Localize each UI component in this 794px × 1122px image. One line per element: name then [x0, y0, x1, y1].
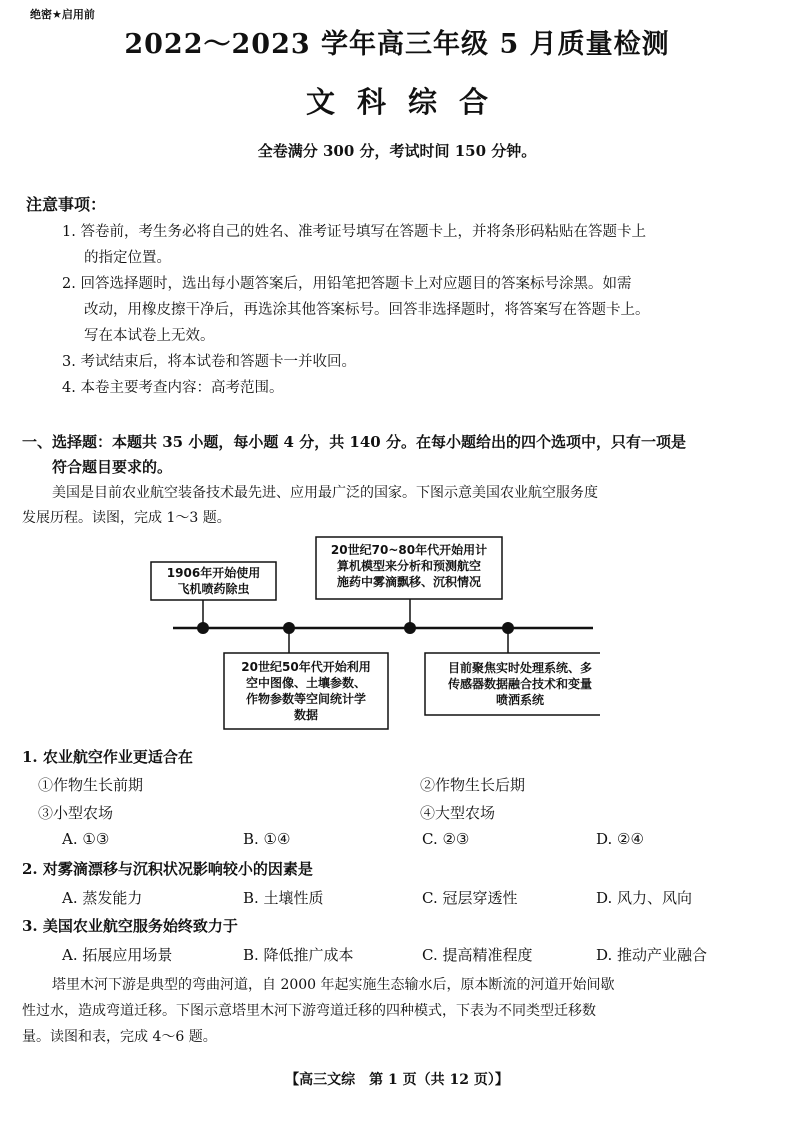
box-current-text	[425, 660, 615, 708]
exam-subject: 文科综合	[305, 85, 510, 119]
q3-option-a[interactable]: A. 拓展应用场景	[62, 946, 173, 964]
exam-title: 2022～2023 学年高三年级 5 月质量检测	[124, 29, 670, 60]
q2-option-a[interactable]: A. 蒸发能力	[62, 889, 143, 907]
intro2-paragraph: 量。读图和表，完成 4～6 题。	[22, 1029, 217, 1045]
box-line: 目前聚焦实时处理系统、多	[447, 661, 592, 675]
confidential-label: 绝密★启用前	[30, 8, 95, 21]
timeline-node	[283, 622, 295, 634]
q3-option-b[interactable]: B. 降低推广成本	[243, 946, 354, 964]
intro2-paragraph: 性过水，造成弯道迁移。下图示意塔里木河下游弯道迁移的四种模式，下表为不同类型迁移数	[22, 1003, 596, 1019]
box-line: 喷洒系统	[495, 693, 544, 707]
q1-statement-1: ①作物生长前期	[38, 776, 144, 794]
q1-statement-4: ④大型农场	[420, 804, 496, 822]
box-line: 施药中雾滴飘移、沉积情况	[336, 575, 481, 589]
box-line: 飞机喷药除虫	[177, 582, 250, 596]
box-line: 数据	[293, 708, 318, 722]
note-line: 的指定位置。	[84, 250, 171, 266]
page-footer: 【高三文综 第 1 页（共 12 页）】	[285, 1072, 509, 1088]
q2-option-d[interactable]: D. 风力、风向	[596, 889, 693, 907]
box-line: 1906年开始使用	[166, 566, 261, 580]
note-line: 写在本试卷上无效。	[84, 328, 215, 344]
box-line: 空中图像、土壤参数、	[245, 676, 366, 690]
question-2-stem: 2. 对雾滴漂移与沉积状况影响较小的因素是	[22, 860, 313, 878]
box-1950s-text	[224, 659, 388, 723]
box-1906-text	[151, 565, 276, 597]
question-1-stem: 1. 农业航空作业更适合在	[22, 748, 193, 766]
intro2-paragraph: 塔里木河下游是典型的弯曲河道，自 2000 年起实施生态输水后，原本断流的河道开始间歇	[52, 977, 615, 993]
q1-option-b[interactable]: B. ①④	[243, 830, 291, 848]
q1-option-d[interactable]: D. ②④	[596, 830, 644, 848]
box-line: 作物参数等空间统计学	[245, 692, 366, 706]
note-line: 3. 考试结束后，将本试卷和答题卡一并收回。	[62, 354, 356, 370]
q2-option-b[interactable]: B. 土壤性质	[243, 889, 324, 907]
timeline-node	[197, 622, 209, 634]
note-line: 4. 本卷主要考查内容：高考范围。	[62, 380, 284, 396]
score-time-line: 全卷满分 300 分，考试时间 150 分钟。	[257, 142, 537, 160]
box-1970s-text	[316, 542, 502, 590]
box-line: 算机模型来分析和预测航空	[336, 559, 481, 573]
q2-option-c[interactable]: C. 冠层穿透性	[422, 889, 518, 907]
note-line: 2. 回答选择题时，选出每小题答案后，用铅笔把答题卡上对应题目的答案标号涂黑。如需	[62, 276, 632, 292]
q1-option-a[interactable]: A. ①③	[62, 830, 110, 848]
box-line: 20世纪70~80年代开始用计	[330, 543, 488, 557]
q3-option-d[interactable]: D. 推动产业融合	[596, 946, 708, 964]
section-heading-cont: 符合题目要求的。	[52, 458, 173, 476]
question-3-stem: 3. 美国农业航空服务始终致力于	[22, 917, 238, 935]
q1-statement-3: ③小型农场	[38, 804, 114, 822]
q1-option-c[interactable]: C. ②③	[422, 830, 470, 848]
q3-option-c[interactable]: C. 提高精准程度	[422, 946, 533, 964]
note-line: 1. 答卷前，考生务必将自己的姓名、准考证号填写在答题卡上，并将条形码粘贴在答题卡上	[62, 224, 646, 240]
notes-heading: 注意事项：	[26, 195, 107, 214]
intro-paragraph: 发展历程。读图，完成 1～3 题。	[22, 510, 231, 526]
section-heading: 一、选择题：本题共 35 小题，每小题 4 分，共 140 分。在每小题给出的四个选项中，只有一项是	[22, 433, 686, 451]
box-line: 20世纪50年代开始利用	[241, 660, 371, 674]
box-line: 传感器数据融合技术和变量	[447, 677, 592, 691]
q1-statement-2: ②作物生长后期	[420, 776, 526, 794]
note-line: 改动，用橡皮擦干净后，再选涂其他答案标号。回答非选择题时，将答案写在答题卡上。	[84, 302, 650, 318]
timeline-node	[404, 622, 416, 634]
intro-paragraph: 美国是目前农业航空装备技术最先进、应用最广泛的国家。下图示意美国农业航空服务度	[52, 485, 598, 501]
timeline-node	[502, 622, 514, 634]
